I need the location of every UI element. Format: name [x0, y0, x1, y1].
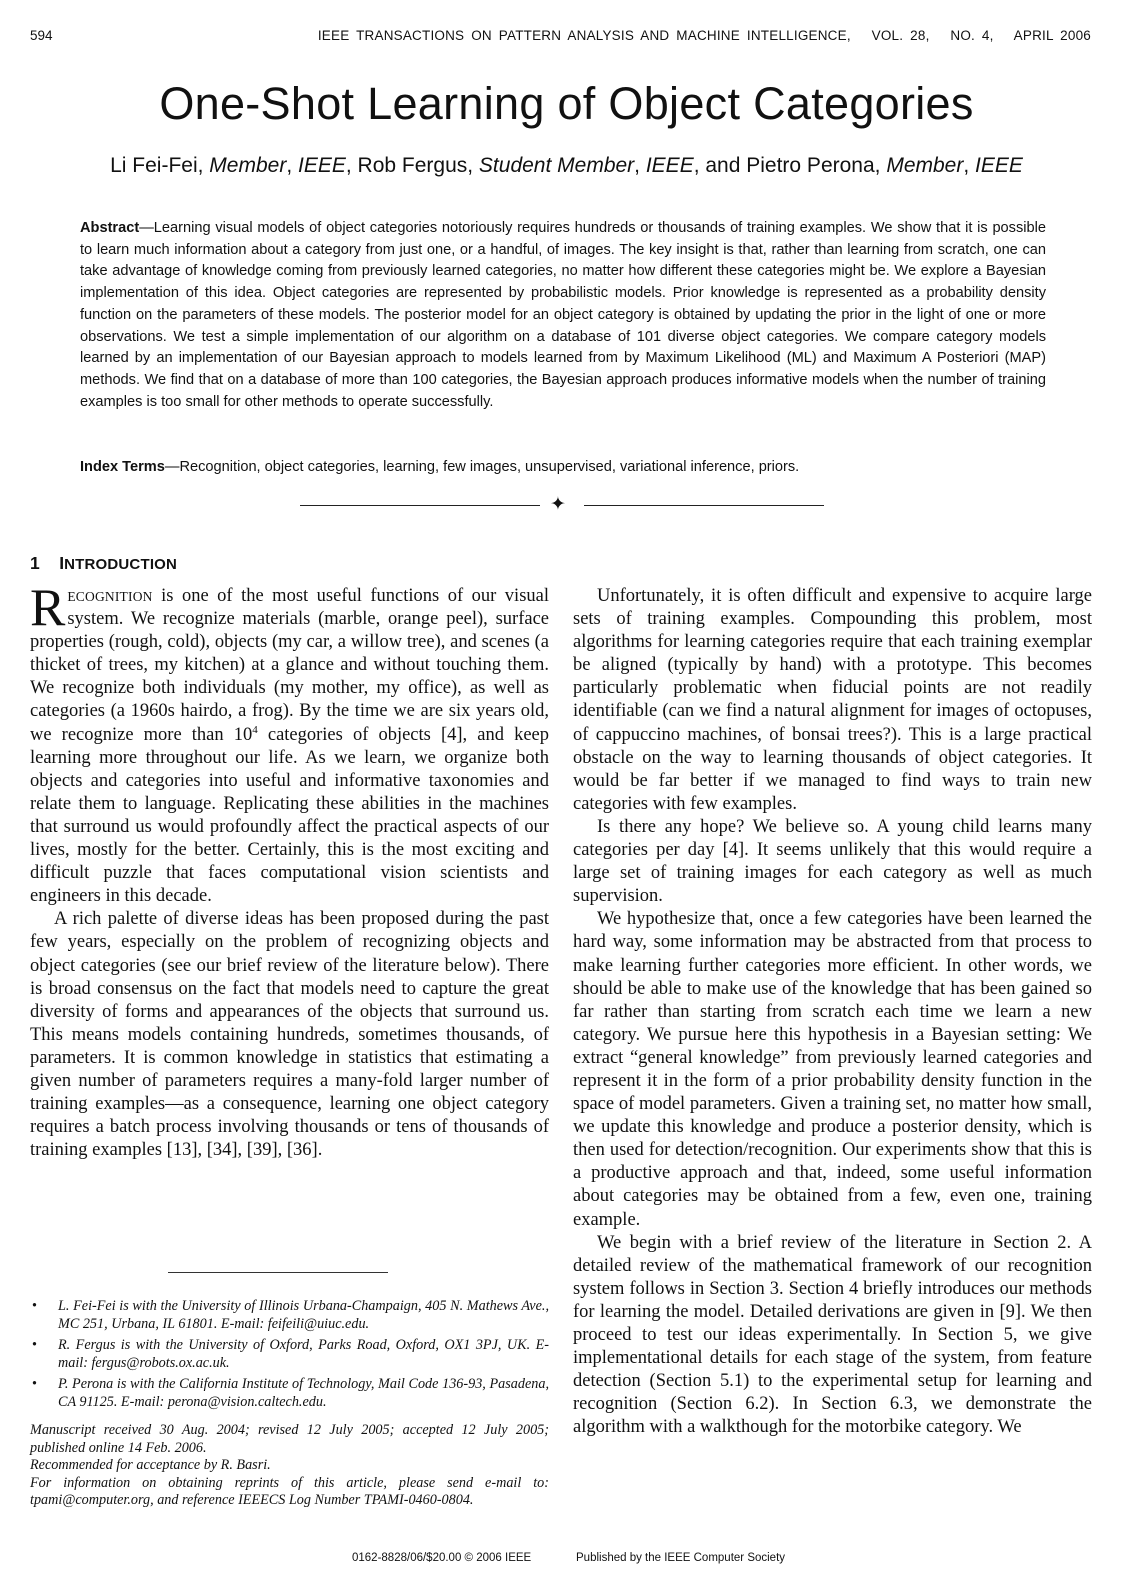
- publisher-line: Published by the IEEE Computer Society: [576, 1552, 786, 1564]
- bullet-icon: •: [32, 1298, 37, 1314]
- section-number: 1: [30, 553, 40, 573]
- paragraph: Is there any hope? We believe so. A young child learns many categories per day [4]. It seems unlikely that this would require a large set of training images for each category as well as much supervision.: [573, 816, 1092, 907]
- index-terms: [80, 459, 1046, 475]
- paragraph: Unfortunately, it is often difficult and expensive to acquire large sets of training examples. Compounding this problem, most algorithms for learning categories require that each training exemplar be aligned (typically by hand) with a prototype. This becomes particularly problematic when fiducial points are not readily identifiable (can we find a natural alignment for images of octopuses, of cappuccino machines, of bonsai trees?). This is a large practical obstacle on the way to learning thousands of object categories. It would be far better if we managed to find ways to train new categories with few examples.: [573, 586, 1092, 814]
- paragraph: We hypothesize that, once a few categories have been learned the hard way, some information may be abstracted from that process to make learning further categories more efficient. In other words, we should be able to make use of the knowledge that has been gained so far rather than starting from scratch each time we learn a new category. We pursue here this hypothesis in a Bayesian setting: We extract “general knowledge” from previously learned categories and represent it in the form of a prior probability density function in the space of model parameters. Given a training set, no matter how small, we update this knowledge and produce a posterior density, which is then used for detection/recognition. Our experiments show that this is a productive approach and that, indeed, some useful information about categories may be obtained from a few, even one, training example.: [573, 909, 1092, 1230]
- author-membership-org: IEEE: [298, 154, 346, 177]
- paragraph: We begin with a brief review of the literature in Section 2. A detailed review of the mathematical framework of our recognition system follows in Section 3. Section 4 briefly introduces our methods for learning the model. Detailed derivations are given in [9]. We then proceed to test our ideas experimentally. In Section 5, we give implementational details for each stage of the system, from feature detection (Section 5.1) to the experimental setup for learning and recognition (Section 6.2). In Section 6.3, we demonstrate the algorithm with a walkthough for the motorbike category. We: [573, 1232, 1092, 1438]
- author-membership-org: IEEE: [975, 154, 1023, 177]
- recommended-by: Recommended for acceptance by R. Basri.: [30, 1457, 271, 1473]
- footnote-rule: [168, 1272, 388, 1273]
- divider-rule-left: [300, 505, 540, 506]
- author-membership: Member: [886, 154, 964, 177]
- manuscript-dates: Manuscript received 30 Aug. 2004; revised 12 July 2005; accepted 12 July 2005; published online 14 Feb. 2006.: [30, 1422, 549, 1456]
- page-number: 594: [30, 28, 53, 43]
- footnotes: [30, 1298, 549, 1510]
- section-heading: [30, 553, 177, 574]
- author-line: Li Fei-Fei, Member, IEEE, Rob Fergus, Student Member, IEEE, and Pietro Perona, Member, IEEE: [110, 154, 1023, 177]
- drop-cap: R: [30, 579, 66, 637]
- right-column: [573, 585, 1092, 1439]
- copyright-line: 0162-8828/06/$20.00 © 2006 IEEE: [352, 1552, 532, 1564]
- affiliation-list: [30, 1298, 549, 1411]
- paragraph: A rich palette of diverse ideas has been proposed during the past few years, especially on the problem of recognizing objects and object categories (see our brief review of the literature below). There is broad consensus on the fact that models need to capture the great diversity of forms and appearances of the objects that surround us. This means models containing hundreds, sometimes thousands, of parameters. It is common knowledge in statistics that estimating a given number of parameters requires a many-fold larger number of training examples—as a consequence, learning one object category requires a batch process involving thousands or tens of thousands of training examples [13], [34], [39], [36].: [30, 909, 549, 1161]
- affiliation-item: • R. Fergus is with the University of Oxford, Parks Road, Oxford, OX1 3PJ, UK. E-mail: fergus@robots.ox.ac.uk.: [32, 1337, 549, 1371]
- index-terms-label: Index Terms: [80, 459, 165, 475]
- divider-ornament-icon: ✦: [550, 494, 566, 515]
- journal-citation-line: IEEE TRANSACTIONS ON PATTERN ANALYSIS AND MACHINE INTELLIGENCE, VOL. 28, NO. 4, APRIL 2006: [317, 28, 1091, 43]
- math-expression: $10^4$: [233, 723, 258, 745]
- author-name: Li Fei-Fei,: [110, 154, 210, 177]
- author-membership: Student Member: [478, 154, 635, 177]
- section-divider: [300, 496, 824, 516]
- paper-title: One-Shot Learning of Object Categories: [159, 78, 974, 129]
- author-membership: Member: [209, 154, 287, 177]
- bullet-icon: •: [32, 1376, 37, 1392]
- abstract-text: —Learning visual models of object categories notoriously requires hundreds or thousands of training examples. We show that it is possible to learn much information about a category from just one, or a handful, of images. The key insight is that, rather than learning from scratch, one can take advantage of knowledge coming from previously learned categories, no matter how different these categories might be. We explore a Bayesian implementation of this idea. Object categories are represented by probabilistic models. Prior knowledge is represented as a probability density function on the parameters of these models. The posterior model for an object category is obtained by updating the prior in the light of one or more observations. We test a simple implementation of our algorithm on a database of 101 diverse object categories. We compare category models learned by an implementation of our Bayesian approach to models learned from by Maximum Likelihood (ML) and Maximum A Posteriori (MAP) methods. We find that on a database of more than 100 categories, the Bayesian approach produces informative models when the number of training examples is too small for other methods to operate successfully.: [80, 220, 1046, 410]
- index-terms-text: —Recognition, object categories, learning, few images, unsupervised, variational inference, priors.: [164, 459, 800, 475]
- abstract: [80, 218, 1046, 413]
- running-header: [0, 28, 1133, 48]
- author-name: , Rob Fergus,: [345, 154, 479, 177]
- abstract-label: Abstract: [80, 220, 140, 236]
- reprints-info: For information on obtaining reprints of this article, please send e-mail to: tpami@computer.org, and reference IEEECS Log Number TPAMI-0460-0804.: [30, 1474, 549, 1508]
- divider-rule-right: [584, 505, 824, 506]
- paragraph: RECOGNITION is one of the most useful functions of our visual system. We recognize materials (marble, orange peel), surface properties (rough, cold), objects (my car, a willow tree), and scenes (a thicket of trees, my kitchen) at a glance and without touching them. We recognize both individuals (my mother, my office), as well as categories (a 1960s hairdo, a frog). By the time we are six years old, we recognize more than $10^4$ categories of objects [4], and keep learning more throughout our life. As we learn, we organize both objects and categories into useful and informative taxonomies and relate them to language. Replicating these abilities in the machines that surround us would profoundly affect the practical aspects of our lives, mostly for the better. Certainly, this is the most exciting and difficult puzzle that faces computational vision scientists and engineers in this decade.: [30, 579, 549, 907]
- affiliation-item: • L. Fei-Fei is with the University of Illinois Urbana-Champaign, 405 N. Mathews Ave., MC 251, Urbana, IL 61801. E-mail: feifeili@uiuc.edu.: [32, 1298, 549, 1332]
- author-membership-org: IEEE: [645, 154, 694, 177]
- lead-smallcaps: ECOGNITION: [67, 589, 153, 604]
- section-title-initial: I: [59, 553, 65, 573]
- affiliation-item: • P. Perona is with the California Institute of Technology, Mail Code 136-93, Pasadena, CA 91125. E-mail: perona@vision.caltech.edu.: [32, 1376, 549, 1410]
- section-title-rest: NTRODUCTION: [64, 556, 178, 573]
- author-name: , and Pietro Perona,: [693, 154, 887, 177]
- bullet-icon: •: [32, 1337, 37, 1353]
- left-column: [30, 579, 549, 1162]
